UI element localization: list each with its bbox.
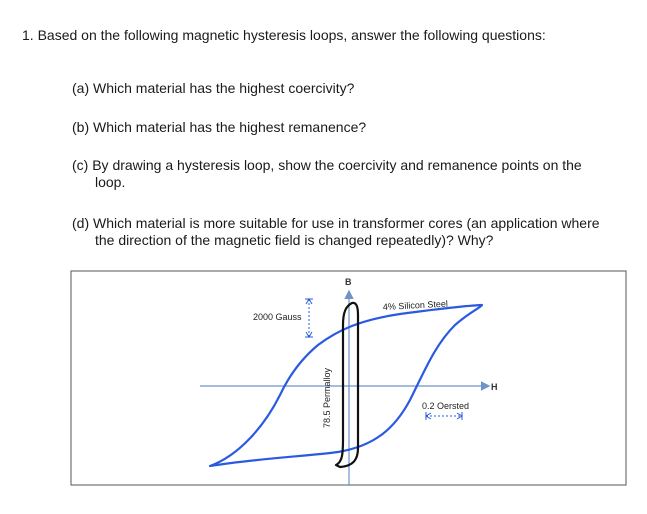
question-c-line1: (c) By drawing a hysteresis loop, show the coercivity and remanence points on the bbox=[72, 157, 582, 173]
question-c-line2: loop. bbox=[95, 174, 126, 190]
h-axis-label: H bbox=[491, 382, 498, 392]
question-d-line2: the direction of the magnetic field is changed repeatedly)? Why? bbox=[95, 232, 494, 248]
question-d-line1: (d) Which material is more suitable for use in transformer cores (an application where bbox=[72, 215, 600, 231]
silicon-steel-label: 4% Silicon Steel bbox=[382, 298, 449, 312]
gauss-label: 2000 Gauss bbox=[253, 312, 302, 322]
oersted-label: 0.2 Oersted bbox=[422, 401, 470, 411]
question-a: (a) Which material has the highest coercivity? bbox=[72, 80, 355, 96]
question-title: 1. Based on the following magnetic hysteresis loops, answer the following questions: bbox=[22, 27, 546, 43]
hysteresis-diagram bbox=[70, 270, 627, 486]
hysteresis-figure bbox=[70, 270, 627, 486]
permalloy-label: 78.5 Permalloy bbox=[322, 367, 332, 428]
b-axis-label: B bbox=[345, 277, 352, 287]
question-d bbox=[72, 215, 632, 249]
question-c bbox=[72, 157, 632, 191]
question-b: (b) Which material has the highest remanence? bbox=[72, 119, 367, 135]
